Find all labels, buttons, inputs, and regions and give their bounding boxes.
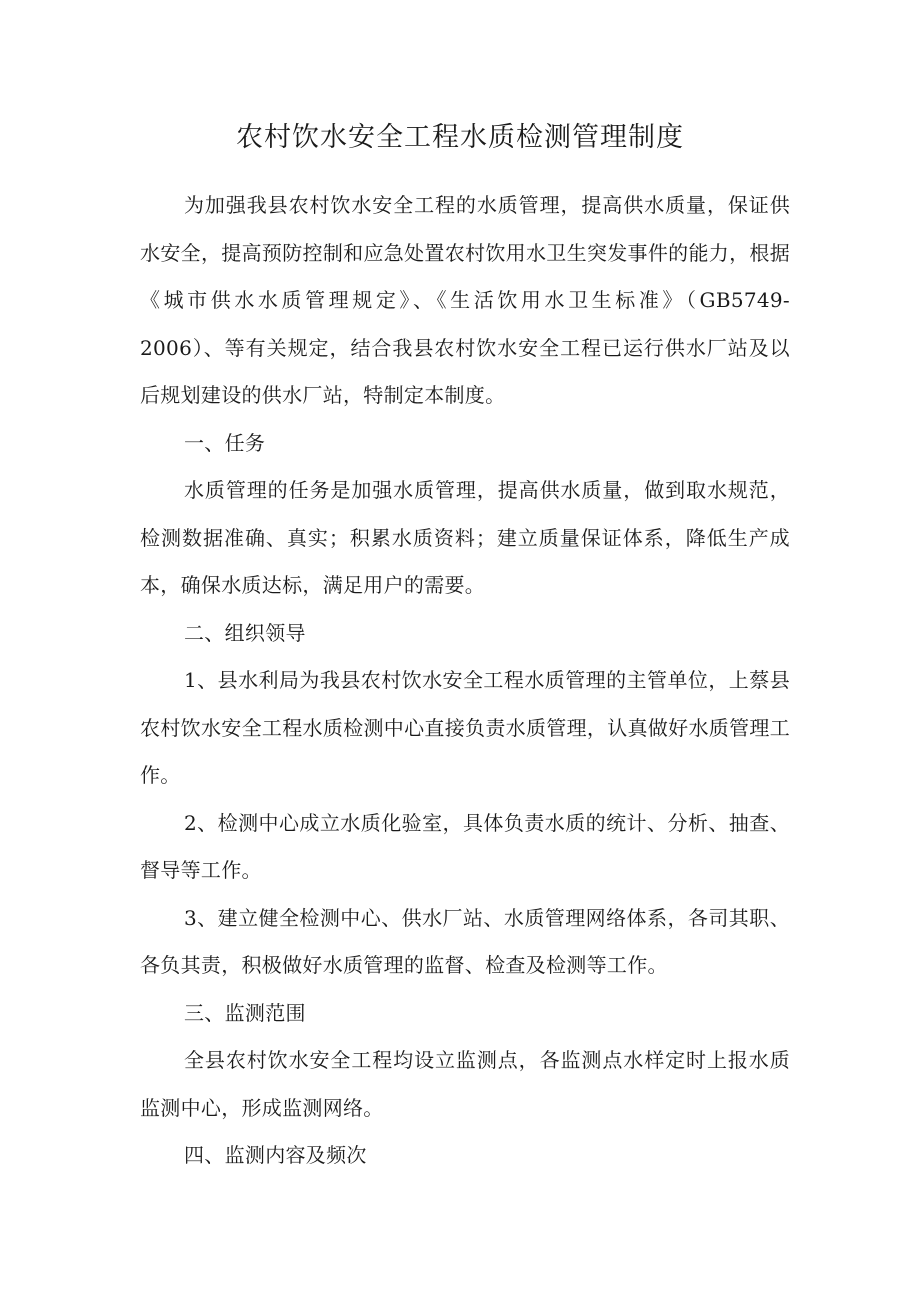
document-body [140,182,790,1180]
section-2-item-1: 1、县水利局为我县农村饮水安全工程水质管理的主管单位，上蔡县农村饮水安全工程水质检测中心直接负责水质管理，认真做好水质管理工作。 [140,668,790,787]
section-2-item-3: 3、建立健全检测中心、供水厂站、水质管理网络体系，各司其职、各负其责，积极做好水质管理的监督、检查及检测等工作。 [140,905,790,977]
section-1-heading: 一、任务 [184,430,266,455]
document-title: 农村饮水安全工程水质检测管理制度 [236,122,684,153]
section-3-heading: 三、监测范围 [184,1000,306,1025]
section-3-paragraph: 全县农村饮水安全工程均设立监测点，各监测点水样定时上报水质监测中心，形成监测网络。 [140,1048,790,1120]
section-1-paragraph: 水质管理的任务是加强水质管理，提高供水质量，做到取水规范，检测数据准确、真实；积累水质资料；建立质量保证体系，降低生产成本，确保水质达标，满足用户的需要。 [140,478,790,597]
section-2-heading: 二、组织领导 [184,620,306,645]
intro-paragraph: 为加强我县农村饮水安全工程的水质管理，提高供水质量，保证供水安全，提高预防控制和应急处置农村饮用水卫生突发事件的能力，根据《城市供水水质管理规定》、《生活饮用水卫生标准》（GB5749-2006）、等有关规定，结合我县农村饮水安全工程已运行供水厂站及以后规划建设的供水厂站，特制定本制度。 [140,193,790,407]
section-2-item-2: 2、检测中心成立水质化验室，具体负责水质的统计、分析、抽查、督导等工作。 [140,810,790,882]
section-4-heading: 四、监测内容及频次 [184,1143,367,1167]
